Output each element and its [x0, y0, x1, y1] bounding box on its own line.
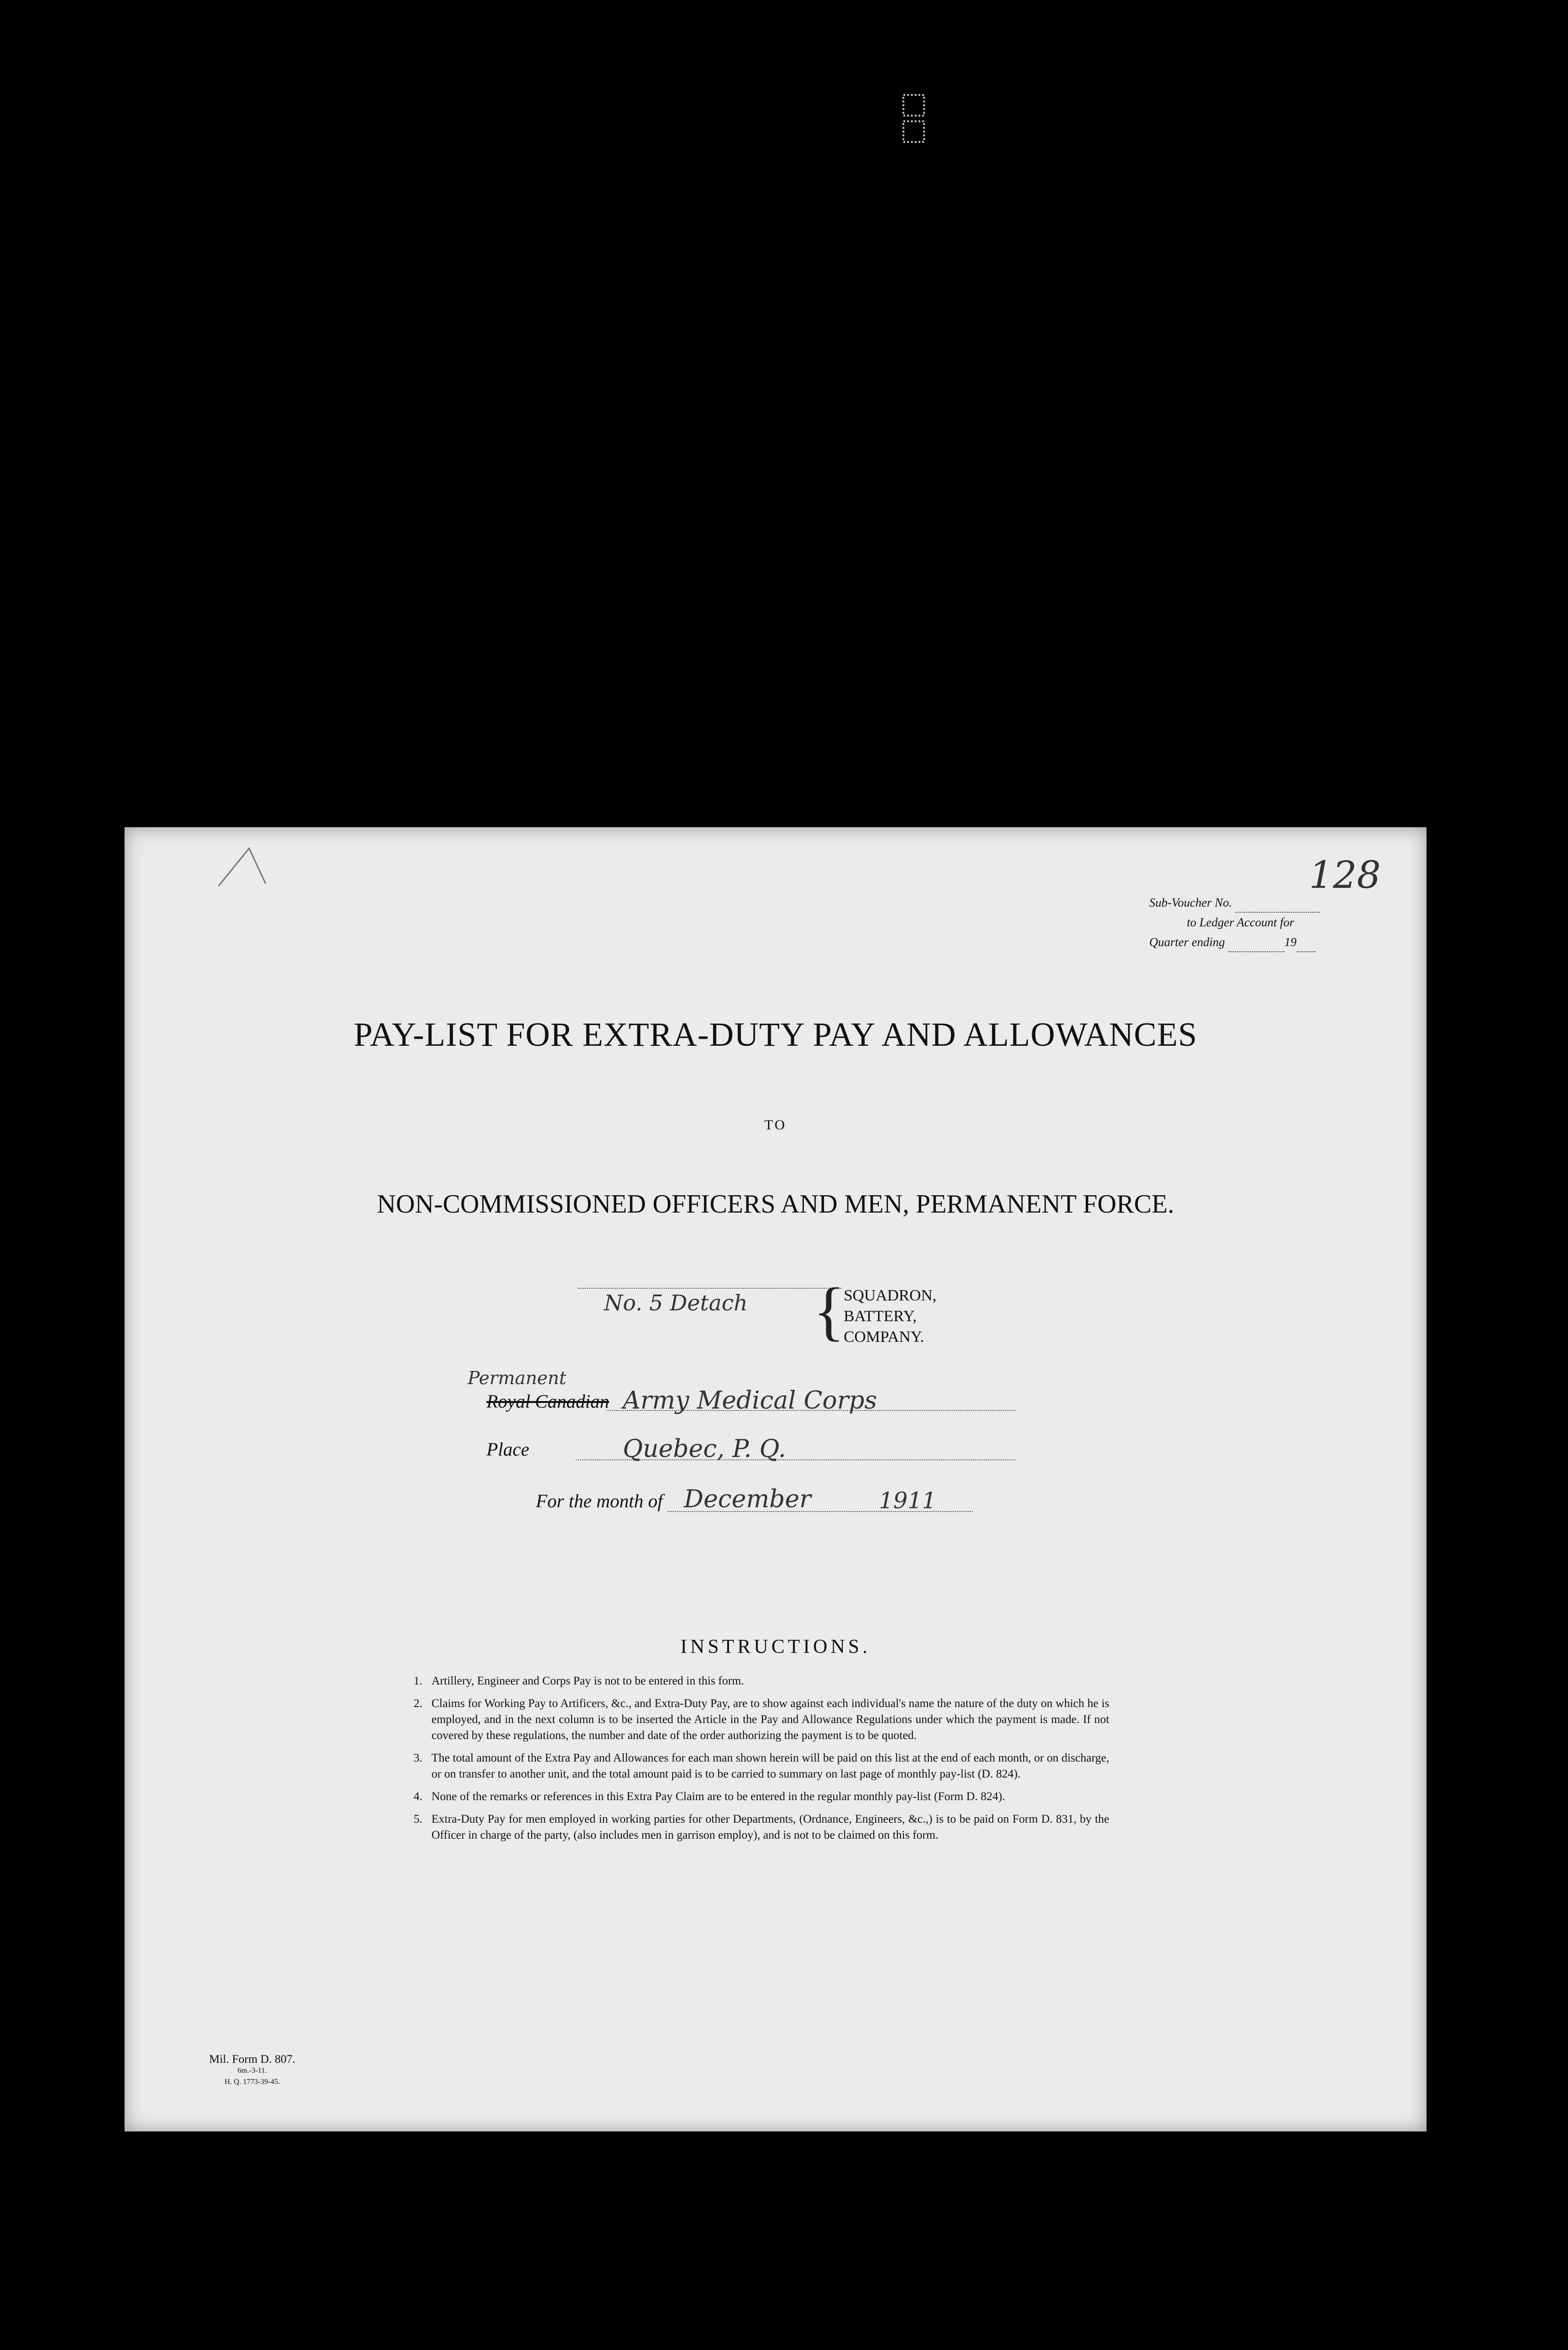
- form-number: Mil. Form D. 807.: [209, 2053, 296, 2066]
- instruction-item: 4. None of the remarks or references in this Extra Pay Claim are to be entered in the regular monthly pay-list (Form D. 824).: [414, 1790, 1005, 1803]
- ledger-account-label: to Ledger Account for: [1187, 916, 1294, 929]
- form-identifier: [209, 2054, 295, 2088]
- instructions-heading: INSTRUCTIONS.: [680, 1636, 871, 1658]
- unit-brace: {: [813, 1275, 845, 1347]
- pencil-mark: [214, 846, 298, 888]
- quarter-year: 19: [1284, 935, 1297, 949]
- unit-type-squadron: SQUADRON,: [844, 1287, 937, 1304]
- place-label: Place: [486, 1439, 530, 1460]
- instruction-item: 3. The total amount of the Extra Pay and Allowances for each man shown herein will be paid on this list at the end of each month, or on discharge, or on transfer to another unit, and the total amount paid is to be carried to summary on last page of monthly pay-list (D. 824).: [414, 1752, 1109, 1780]
- corps-handwritten-above: Permanent: [468, 1368, 566, 1388]
- instruction-item: 5. Extra-Duty Pay for men employed in working parties for other Departments, (Ordnance, Engineers, &c.,) is to be paid on Form D. 831, by the Officer in charge of the party, (also includes men in garrison employ), and is not to be claimed on this form.: [414, 1813, 1109, 1841]
- form-title: PAY-LIST FOR EXTRA-DUTY PAY AND ALLOWANCES: [353, 1016, 1198, 1053]
- form-to: TO: [764, 1117, 787, 1133]
- month-label: For the month of: [536, 1490, 663, 1512]
- instructions-list: [414, 1673, 1109, 1850]
- unit-type-company: COMPANY.: [844, 1328, 925, 1346]
- quarter-ending-label: Quarter ending: [1149, 935, 1225, 949]
- film-frame-mark: [902, 93, 926, 146]
- unit-types: [844, 1285, 936, 1347]
- corps-handwritten: Army Medical Corps: [623, 1386, 877, 1415]
- voucher-block: [1149, 893, 1320, 952]
- sub-voucher-label: Sub-Voucher No.: [1149, 896, 1232, 909]
- form-print-run: 6m.-3-11.: [237, 2067, 267, 2075]
- instruction-item: 2. Claims for Working Pay to Artificers, &c., and Extra-Duty Pay, are to show against each individual's name the nature of the duty on which he is employed, and in the next column is to be inserted the Article in the Pay and Allowance Regulations under which the payment is made. If not covered by these regulations, the number and date of the order authorizing the payment is to be quoted.: [414, 1697, 1109, 1742]
- voucher-number: 128: [1309, 853, 1381, 897]
- month-handwritten: December: [684, 1485, 811, 1513]
- unit-handwritten: No. 5 Detach: [604, 1290, 748, 1316]
- corps-printed-label: Royal Canadian: [486, 1391, 610, 1412]
- year-handwritten: 1911: [879, 1488, 937, 1514]
- unit-underline: [578, 1288, 841, 1289]
- place-handwritten: Quebec, P. Q.: [623, 1435, 786, 1463]
- unit-type-battery: BATTERY,: [844, 1308, 917, 1325]
- form-hq-ref: H. Q. 1773-39-45.: [224, 2078, 280, 2086]
- form-subtitle: NON-COMMISSIONED OFFICERS AND MEN, PERMANENT FORCE.: [376, 1190, 1175, 1219]
- pay-list-form: [125, 827, 1427, 2131]
- instruction-item: 1. Artillery, Engineer and Corps Pay is not to be entered in this form.: [414, 1675, 744, 1687]
